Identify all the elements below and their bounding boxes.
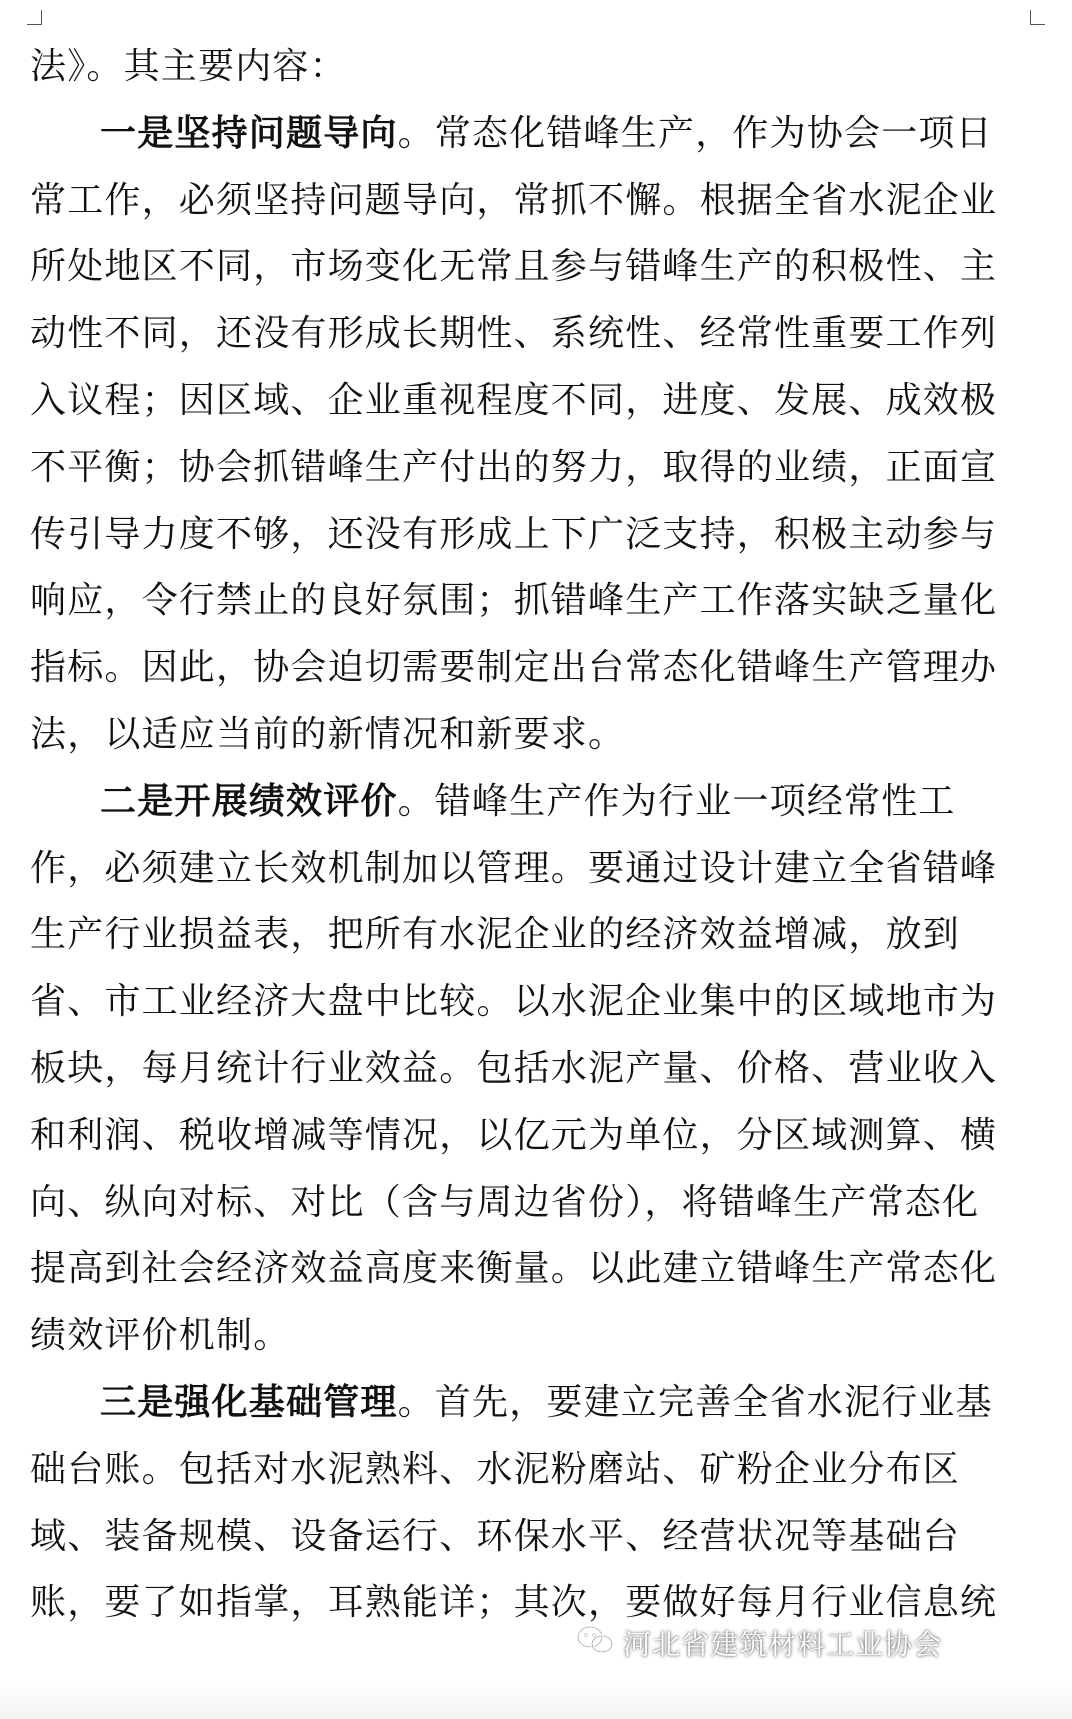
text-line: 所处地区不同，市场变化无常且参与错峰生产的积极性、主	[30, 246, 998, 288]
text-line: 入议程；因区域、企业重视程度不同，进度、发展、成效极	[30, 379, 998, 421]
text-line: 动性不同，还没有形成长期性、系统性、经常性重要工作列	[30, 313, 998, 355]
page-corner-mark-left	[27, 10, 42, 25]
paragraph-heading: 一是坚持问题导向	[100, 112, 398, 154]
text-line: 绩效评价机制。	[30, 1315, 291, 1357]
text-line: 响应，令行禁止的良好氛围；抓错峰生产工作落实缺乏量化	[30, 580, 998, 622]
text-line: 传引导力度不够，还没有形成上下广泛支持，积极主动参与	[30, 513, 998, 555]
paragraph-2-first-line: 二是开展绩效评价。错峰生产作为行业一项经常性工	[100, 780, 956, 822]
paragraph-heading: 三是强化基础管理	[100, 1381, 398, 1423]
watermark	[575, 1623, 942, 1663]
text-line: 不平衡；协会抓错峰生产付出的努力，取得的业绩，正面宣	[30, 446, 998, 488]
text-line: 法》。其主要内容：	[30, 46, 347, 87]
text-line: 板块，每月统计行业效益。包括水泥产量、价格、营业收入	[30, 1047, 998, 1089]
text-line: 法，以适应当前的新情况和新要求。	[30, 713, 626, 755]
text-line: 生产行业损益表，把所有水泥企业的经济效益增减，放到	[30, 914, 961, 956]
text-line: 础台账。包括对水泥熟料、水泥粉磨站、矿粉企业分布区	[30, 1448, 961, 1490]
paragraph-3-first-line: 三是强化基础管理。首先，要建立完善全省水泥行业基	[100, 1381, 993, 1423]
text-line: 域、装备规模、设备运行、环保水平、经营状况等基础台	[30, 1515, 961, 1557]
text-line: 账，要了如指掌，耳熟能详；其次，要做好每月行业信息统	[30, 1582, 998, 1624]
text-line: 省、市工业经济大盘中比较。以水泥企业集中的区域地市为	[30, 981, 998, 1023]
paragraph-1-first-line: 一是坚持问题导向。常态化错峰生产，作为协会一项日	[100, 112, 993, 154]
paragraph-heading: 二是开展绩效评价	[100, 780, 398, 822]
text-line: 常工作，必须坚持问题导向，常抓不懈。根据全省水泥企业	[30, 179, 998, 221]
wechat-icon	[575, 1624, 615, 1663]
text-line: 提高到社会经济效益高度来衡量。以此建立错峰生产常态化	[30, 1248, 998, 1290]
text-line: 向、纵向对标、对比（含与周边省份），将错峰生产常态化	[30, 1181, 980, 1223]
watermark-text: 河北省建筑材料工业协会	[622, 1628, 942, 1661]
text-line: 和利润、税收增减等情况，以亿元为单位，分区域测算、横	[30, 1114, 998, 1156]
bottom-band	[0, 1681, 1072, 1719]
document-page	[30, 34, 1015, 1637]
text-line: 指标。因此，协会迫切需要制定出台常态化错峰生产管理办	[30, 647, 998, 689]
page-corner-mark-right	[1030, 10, 1045, 25]
text-line: 作，必须建立长效机制加以管理。要通过设计建立全省错峰	[30, 847, 998, 889]
